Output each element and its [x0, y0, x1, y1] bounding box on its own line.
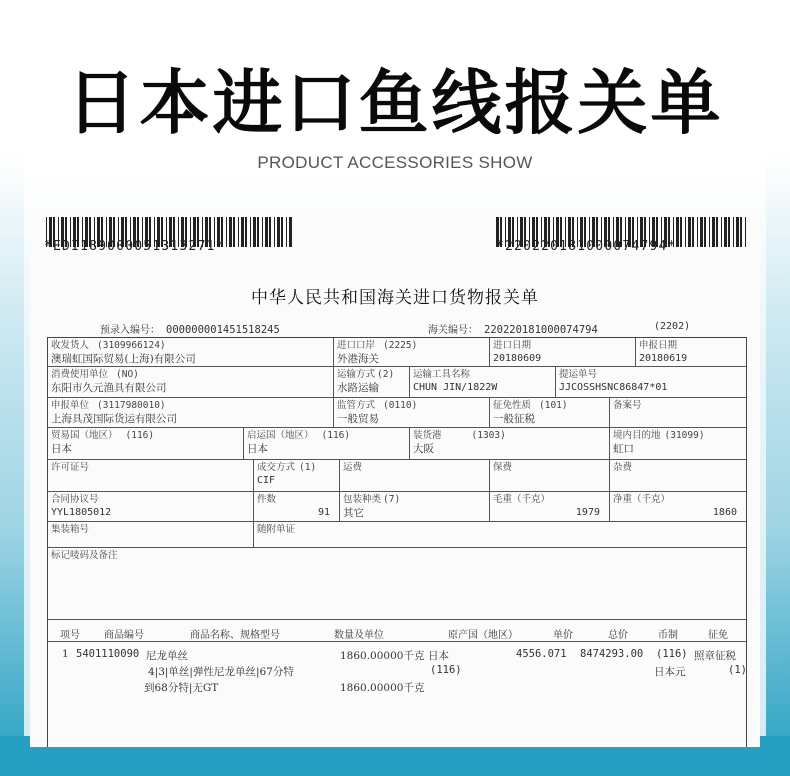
goods-levy: 照章征税	[694, 650, 736, 662]
goods-section	[48, 620, 746, 747]
frame-left-decoration	[0, 150, 24, 776]
goods-header-qty: 数量及单位	[334, 630, 384, 641]
form-row-deal	[48, 460, 746, 492]
form-row-weights	[48, 492, 746, 522]
barcode-left-text: *EDI189000051313271*	[44, 239, 225, 254]
goods-header-item: 项号	[60, 630, 80, 641]
goods-header-origin: 原产国（地区）	[448, 630, 518, 641]
form-row-container	[48, 522, 746, 548]
transport-cell: 运输方式 (2) 水路运输	[334, 367, 410, 397]
form-row-consignee	[48, 338, 746, 367]
goods-name: 尼龙单丝	[146, 650, 188, 662]
declare-date-cell: 申报日期 20180619	[639, 340, 688, 364]
goods-origin: 日本	[428, 650, 449, 662]
container-cell: 集装箱号	[48, 522, 254, 547]
consignee-value: 澳瑞虹国际贸易(上海)有限公司	[51, 353, 196, 365]
bill-cell: 提运单号 JJCOSSHSNC86847*01	[559, 369, 668, 393]
pre-entry-number: 预录入编号： 000000001451518245	[100, 324, 280, 336]
goods-unit-price: 4556.071	[516, 648, 567, 660]
goods-hs-code: 5401110090	[76, 648, 140, 660]
frame-right-decoration	[766, 150, 790, 776]
goods-origin-code: (116)	[430, 664, 462, 676]
supervision-cell: 监管方式 (0110) 一般贸易	[334, 398, 490, 427]
goods-spec-2: 到68分特|无GT	[144, 682, 219, 694]
goods-currency: 日本元	[654, 666, 686, 678]
packages-cell: 件数 91	[254, 492, 340, 521]
levy-type-cell: 征免性质 (101) 一般征税	[490, 398, 610, 427]
goods-qty-1: 1860.00000千克	[340, 650, 425, 662]
customs-code: (2202)	[654, 321, 691, 332]
import-date-cell: 进口日期 20180609	[490, 338, 636, 366]
remarks-cell: 标记唛码及备注	[51, 550, 118, 561]
goods-header-total: 总价	[608, 630, 628, 641]
consignee-cell: 收发货人 (3109966124) 澳瑞虹国际贸易(上海)有限公司	[48, 338, 334, 366]
deal-cell: 成交方式 (1) CIF	[254, 460, 340, 491]
declarant-cell: 申报单位 (3117980010) 上海具茂国际货运有限公司	[48, 398, 334, 427]
goods-currency-code: (116)	[656, 648, 688, 660]
form-row-consumer	[48, 367, 746, 398]
goods-header-unit-price: 单价	[553, 630, 573, 641]
record-cell: 备案号	[613, 400, 642, 411]
goods-levy-code: (1)	[728, 664, 747, 676]
customs-number: 海关编号： 220220181000074794	[428, 324, 598, 336]
package-type-cell: 包装种类 (7) 其它	[340, 492, 490, 521]
trade-country-cell: 贸易国（地区） (116) 日本	[48, 428, 244, 459]
license-cell: 许可证号	[48, 460, 254, 491]
destination-cell: 境内目的地 (31099) 虹口	[613, 430, 705, 455]
goods-header-levy: 征免	[708, 630, 728, 641]
goods-header-currency: 币制	[658, 630, 678, 641]
declaration-form-grid	[47, 337, 747, 747]
gross-weight-cell: 毛重（千克） 1979	[490, 492, 610, 521]
goods-total-price: 8474293.00	[580, 648, 644, 660]
form-title: 中华人民共和国海关进口货物报关单	[251, 288, 539, 308]
attached-docs-cell: 随附单证	[257, 524, 296, 535]
contract-cell: 合同协议号 YYL1805012	[48, 492, 254, 521]
goods-header-name: 商品名称、规格型号	[190, 630, 280, 641]
goods-header-divider	[48, 641, 746, 642]
goods-spec-1: 4|3|单丝|弹性尼龙单丝|67分特	[148, 666, 294, 678]
page-title: 日本进口鱼线报关单	[66, 62, 724, 144]
insurance-cell: 保费	[490, 460, 610, 491]
goods-header-hs: 商品编号	[104, 630, 144, 641]
form-row-countries	[48, 428, 746, 460]
barcode-right-text: *220220181000074794*	[496, 239, 677, 254]
form-row-remarks	[48, 548, 746, 620]
customs-declaration-image	[30, 207, 760, 747]
origin-country-cell: 启运国（地区） (116) 日本	[244, 428, 410, 459]
page-subtitle: PRODUCT ACCESSORIES SHOW	[257, 153, 533, 172]
goods-item-no: 1	[62, 648, 69, 660]
consumer-cell: 消费使用单位 (NO) 东阳市久元渔具有限公司	[48, 367, 334, 397]
misc-fee-cell: 杂费	[613, 462, 633, 473]
net-weight-cell: 净重（千克） 1860	[613, 494, 737, 518]
vessel-cell: 运输工具名称 CHUN JIN/1822W	[410, 367, 556, 397]
goods-qty-2: 1860.00000千克	[340, 682, 425, 694]
import-port-cell: 进口口岸 (2225) 外港海关	[334, 338, 490, 366]
form-row-declarant	[48, 398, 746, 428]
loading-port-cell: 装货港 (1303) 大阪	[410, 428, 610, 459]
freight-cell: 运费	[340, 460, 490, 491]
